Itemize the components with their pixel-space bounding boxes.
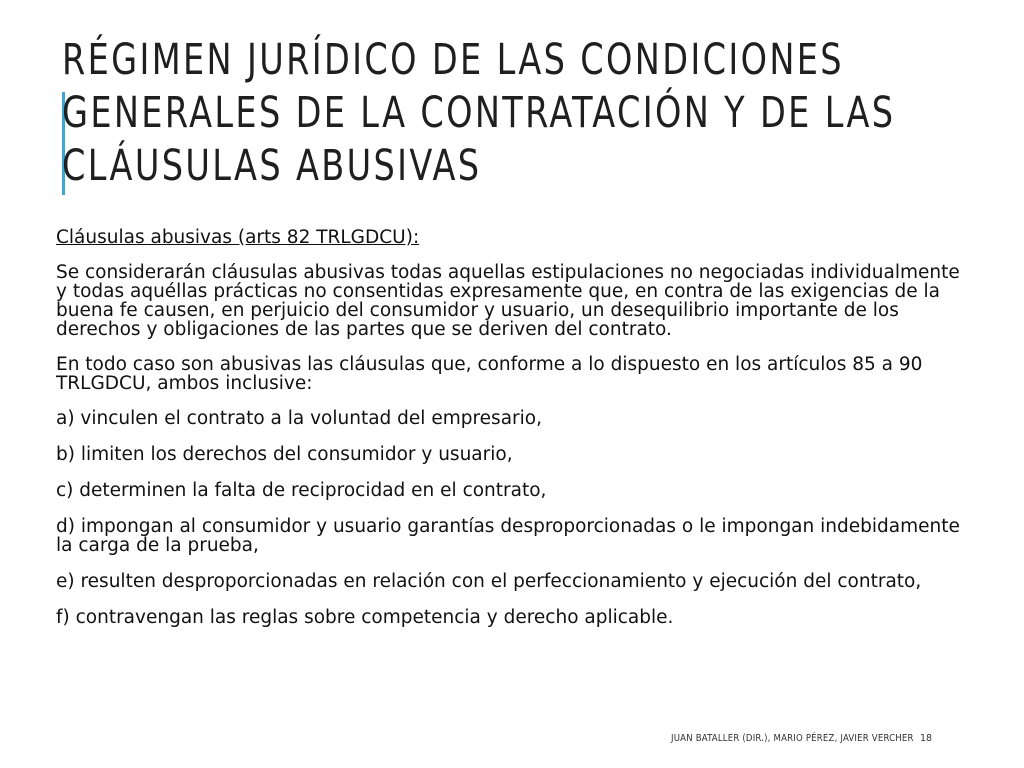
list-item-e: e) resulten desproporcionadas en relación con el perfeccionamiento y ejecución del contrato, [56, 571, 922, 592]
slide-body [56, 228, 971, 644]
page-number: 18 [920, 733, 933, 744]
slide-title [62, 34, 959, 193]
definition-paragraph: Se considerarán cláusulas abusivas todas aquellas estipulaciones no negociadas individualmente y todas aquéllas prácticas no consentidas expresamente que, en contra de las exigencias de la buena fe causen, en perjuicio del consumidor y usuario, un desequilibrio importante de los derechos y obligaciones de las partes que se deriven del contrato. [56, 262, 960, 340]
list-item-a: a) vinculen el contrato a la voluntad del empresario, [56, 408, 542, 429]
slide-title-line-1: RÉGIMEN JURÍDICO DE LAS CONDICIONES [62, 35, 844, 85]
slide-title-line-3: CLÁUSULAS ABUSIVAS [62, 141, 482, 191]
list-item-b: b) limiten los derechos del consumidor y usuario, [56, 444, 513, 465]
list-item-d: d) impongan al consumidor y usuario garantías desproporcionadas o le impongan indebidamente la carga de la prueba, [56, 516, 960, 556]
section-heading: Cláusulas abusivas (arts 82 TRLGDCU): [56, 227, 420, 248]
intro-paragraph: En todo caso son abusivas las cláusulas que, conforme a lo dispuesto en los artículos 85 a 90 TRLGDCU, ambos inclusive: [56, 354, 923, 394]
slide-title-line-2: GENERALES DE LA CONTRATACIÓN Y DE LAS [62, 88, 896, 138]
footer-authors: JUAN BATALLER (DIR.), MARIO PÉREZ, JAVIER VERCHER [671, 733, 914, 744]
list-item-c: c) determinen la falta de reciprocidad en el contrato, [56, 480, 547, 501]
list-item-f: f) contravengan las reglas sobre competencia y derecho aplicable. [56, 607, 674, 628]
